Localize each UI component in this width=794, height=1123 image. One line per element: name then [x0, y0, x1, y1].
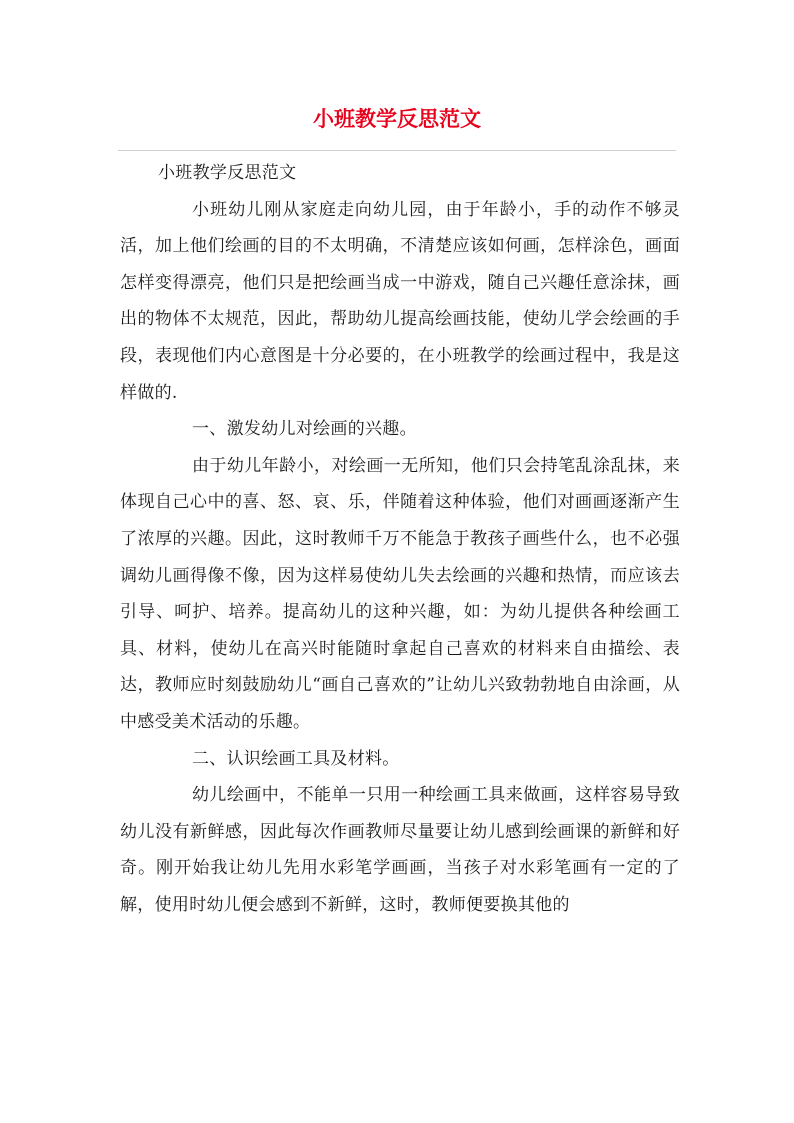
section-heading-2: 二、认识绘画工具及材料。 [192, 748, 400, 769]
document-body [120, 155, 680, 923]
section-heading-1: 一、激发幼儿对绘画的兴趣。 [192, 419, 417, 440]
paragraph-intro: 小班幼儿刚从家庭走向幼儿园，由于年龄小，手的动作不够灵活，加上他们绘画的目的不太明确，不清楚应该如何画，怎样涂色，画面怎样变得漂亮，他们只是把绘画当成一中游戏，随自己兴趣任意涂抹，画出的物体不太规范，因此，帮助幼儿提高绘画技能，使幼儿学会绘画的手段，表现他们内心意图是十分必要的，在小班教学的绘画过程中，我是这样做的. [120, 199, 680, 403]
title-divider [118, 150, 676, 151]
paragraph-section-2: 幼儿绘画中，不能单一只用一种绘画工具来做画，这样容易导致幼儿没有新鲜感，因此每次作画教师尽量要让幼儿感到绘画课的新鲜和好奇。刚开始我让幼儿先用水彩笔学画画，当孩子对水彩笔画有一定的了解，使用时幼儿便会感到不新鲜，这时，教师便要换其他的 [120, 785, 680, 915]
paragraph-section-1: 由于幼儿年龄小，对绘画一无所知，他们只会持笔乱涂乱抹，来体现自己心中的喜、怒、哀、乐，伴随着这种体验，他们对画画逐渐产生了浓厚的兴趣。因此，这时教师千万不能急于教孩子画些什么，也不必强调幼儿画得像不像，因为这样易使幼儿失去绘画的兴趣和热情，而应该去引导、呵护、培养。提高幼儿的这种兴趣，如：为幼儿提供各种绘画工具、材料，使幼儿在高兴时能随时拿起自己喜欢的材料来自由描绘、表达，教师应时刻鼓励幼儿“画自己喜欢的”让幼儿兴致勃勃地自由涂画，从中感受美术活动的乐趣。 [120, 455, 680, 732]
document-subtitle: 小班教学反思范文 [158, 163, 297, 183]
document-title: 小班教学反思范文 [313, 107, 481, 131]
